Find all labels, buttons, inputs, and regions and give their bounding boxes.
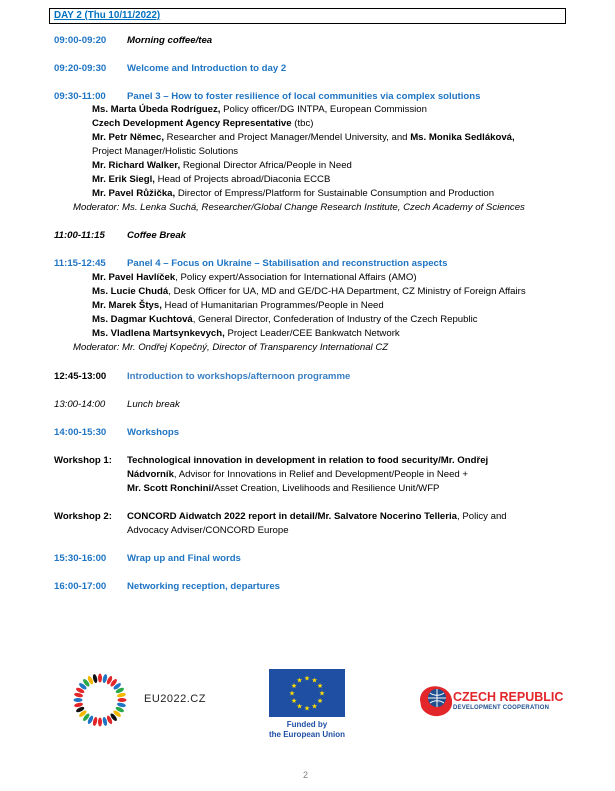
speaker-role: Regional Director Africa/People in Need xyxy=(180,160,352,171)
speaker-name: Mr. Petr Němec, xyxy=(92,132,164,143)
speaker xyxy=(92,174,330,185)
speaker-name: Mr. Marek Štys, xyxy=(92,300,162,311)
time: 12:45-13:00 xyxy=(54,371,107,382)
speaker-role-2: Project Manager/Holistic Solutions xyxy=(92,146,239,157)
eu2022-ring-icon xyxy=(72,672,128,728)
title: Lunch break xyxy=(127,399,180,410)
title: Panel 3 – How to foster resilience of local communities via complex solutions xyxy=(127,91,481,102)
eu-star-icon: ★ xyxy=(290,698,298,705)
speaker-role: Asset Creation, Livelihoods and Resilience Unit/WFP xyxy=(213,483,440,494)
eu-star-icon: ★ xyxy=(316,698,324,705)
eu-star-icon: ★ xyxy=(290,683,298,690)
eu2022-text: EU2022.CZ xyxy=(144,693,206,705)
speaker-name: Ms. Lucie Chudá xyxy=(92,286,169,297)
speaker-role: (tbc) xyxy=(291,118,314,129)
time: 16:00-17:00 xyxy=(54,581,107,592)
eu-funded-line1: Funded by xyxy=(286,720,328,729)
speaker-name-2: Ms. Monika Sedláková, xyxy=(410,132,515,143)
speaker xyxy=(92,314,478,325)
speaker-role: , Policy and xyxy=(457,511,507,522)
speaker-name: Ms. Dagmar Kuchtová xyxy=(92,314,193,325)
speaker-name: Mr. Pavel Růžička, xyxy=(92,188,176,199)
time: 09:20-09:30 xyxy=(54,63,107,74)
speaker-name: Mr. Richard Walker, xyxy=(92,160,181,171)
moderator: Moderator: Ms. Lenka Suchá, Researcher/Global Change Research Institute, Czech Academy of Sciences xyxy=(73,202,525,213)
title: Wrap up and Final words xyxy=(127,553,241,564)
eu-star-icon: ★ xyxy=(303,675,311,683)
eu-star-icon: ★ xyxy=(296,703,303,711)
speaker-name: Nádvorník xyxy=(127,469,174,480)
eu-star-icon: ★ xyxy=(288,690,296,698)
speaker-role: Director of Empress/Platform for Sustainable Consumption and Production xyxy=(175,188,495,199)
workshop-1-line: Technological innovation in development in relation to food security/Mr. Ondřej xyxy=(127,455,489,466)
workshop-title: CONCORD Aidwatch 2022 report in detail/Mr. Salvatore Nocerino Telleria xyxy=(127,511,458,522)
czech-logo-line2: DEVELOPMENT COOPERATION xyxy=(453,705,550,711)
speaker xyxy=(92,188,494,199)
speaker xyxy=(92,132,515,143)
time: 14:00-15:30 xyxy=(54,427,107,438)
speaker-role: Policy officer/DG INTPA, European Commission xyxy=(220,104,427,115)
title: Introduction to workshops/afternoon programme xyxy=(127,371,351,382)
title: Networking reception, departures xyxy=(127,581,280,592)
speaker-name: Mr. Erik Siegl, xyxy=(92,174,155,185)
speaker xyxy=(92,328,400,339)
workshop-2-line: Advocacy Adviser/CONCORD Europe xyxy=(127,525,289,536)
ring-petal xyxy=(98,674,102,683)
czech-logo-line1: CZECH REPUBLIC xyxy=(453,690,564,704)
title: Coffee Break xyxy=(127,230,187,241)
day-title: DAY 2 (Thu 10/11/2022) xyxy=(54,10,161,21)
eu-star-icon: ★ xyxy=(303,705,311,713)
ring-petal xyxy=(98,718,102,727)
speaker xyxy=(92,118,313,129)
speaker-role: Project Leader/CEE Bankwatch Network xyxy=(224,328,400,339)
day-header-box xyxy=(49,8,566,24)
eu-flag-icon xyxy=(269,669,345,717)
speaker-name: Ms. Marta Úbeda Rodríguez, xyxy=(92,104,221,115)
ring-petal xyxy=(118,698,127,702)
eu2022-logo xyxy=(72,672,206,728)
speaker-name: Mr. Pavel Havlíček xyxy=(92,272,176,283)
globe-hand-icon xyxy=(418,684,454,718)
eu-funded-logo xyxy=(269,669,345,743)
time: 11:00-11:15 xyxy=(54,230,105,241)
speaker xyxy=(92,160,352,171)
title: Panel 4 – Focus on Ukraine – Stabilisation and reconstruction aspects xyxy=(127,258,448,269)
speaker xyxy=(92,286,526,297)
eu-star-icon: ★ xyxy=(296,677,303,685)
speaker xyxy=(92,272,417,283)
speaker-role: , Desk Officer for UA, MD and GE/DC-HA Department, CZ Ministry of Foreign Affairs xyxy=(168,286,526,297)
speaker-role: , Advisor for Innovations in Relief and Development/People in Need + xyxy=(173,469,469,480)
speaker-name: Mr. Scott Ronchini/ xyxy=(127,483,214,494)
speaker-role: Head of Projects abroad/Diaconia ECCB xyxy=(154,174,331,185)
time: 11:15-12:45 xyxy=(54,258,106,269)
speaker-role: Researcher and Project Manager/Mendel University, and xyxy=(164,132,411,143)
moderator: Moderator: Mr. Ondřej Kopečný, Director of Transparency International CZ xyxy=(73,342,389,353)
page-number: 2 xyxy=(303,770,309,780)
time: 13:00-14:00 xyxy=(54,399,106,410)
title: Welcome and Introduction to day 2 xyxy=(127,63,287,74)
speaker xyxy=(92,104,427,115)
speaker-role: Head of Humanitarian Programmes/People in Need xyxy=(161,300,384,311)
workshop-1-line xyxy=(127,469,468,480)
speaker xyxy=(92,300,384,311)
speaker-role: , General Director, Confederation of Industry of the Czech Republic xyxy=(192,314,478,325)
workshop-1-line xyxy=(127,483,439,494)
eu-star-icon: ★ xyxy=(311,703,318,711)
time: 09:30-11:00 xyxy=(54,91,106,102)
eu-star-icon: ★ xyxy=(311,677,318,685)
eu-star-icon: ★ xyxy=(316,683,324,690)
speaker-name: Ms. Vladlena Martsynkevych, xyxy=(92,328,225,339)
speaker-name: Czech Development Agency Representative xyxy=(92,118,292,129)
czech-development-logo xyxy=(418,684,564,718)
workshop-2-line xyxy=(127,511,507,522)
speaker-continued xyxy=(92,146,238,157)
workshop-2-label: Workshop 2: xyxy=(54,511,112,522)
time: 09:00-09:20 xyxy=(54,35,107,46)
eu-star-icon: ★ xyxy=(318,690,326,698)
title: Morning coffee/tea xyxy=(127,35,213,46)
title: Workshops xyxy=(127,427,180,438)
eu-funded-line2: the European Union xyxy=(269,730,345,739)
time: 15:30-16:00 xyxy=(54,553,107,564)
speaker-role: , Policy expert/Association for International Affairs (AMO) xyxy=(175,272,417,283)
ring-petal xyxy=(74,698,83,702)
workshop-1-label: Workshop 1: xyxy=(54,455,112,466)
